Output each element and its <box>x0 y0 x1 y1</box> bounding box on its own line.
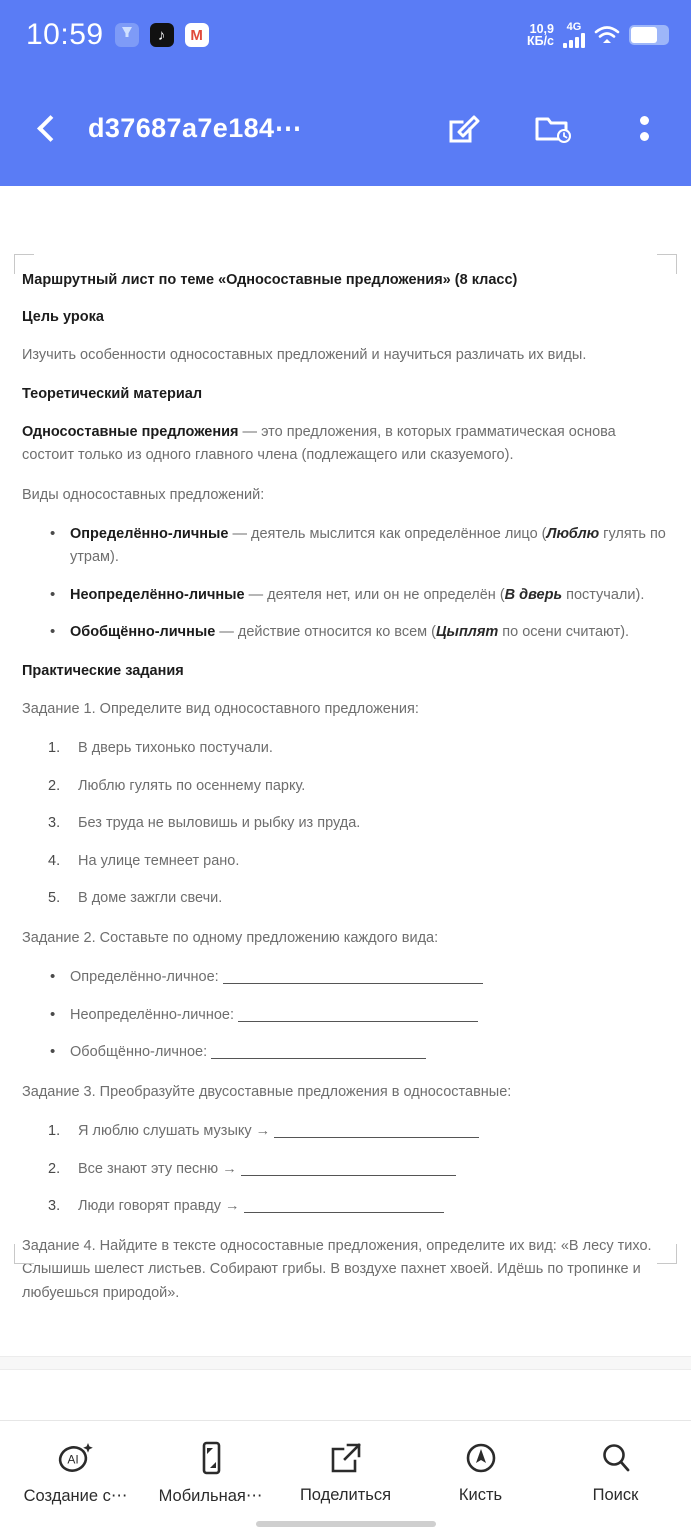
battery-icon <box>629 25 669 45</box>
list-item <box>22 887 669 910</box>
network-speed-unit: КБ/с <box>526 34 554 48</box>
list-item <box>22 812 669 835</box>
answer-blank[interactable] <box>241 1175 456 1176</box>
answer-blank[interactable] <box>211 1058 426 1059</box>
item-text: Определённо-личное: <box>70 969 219 986</box>
list-item <box>22 584 669 607</box>
toolbar-item-label: Мобильная⋯ <box>158 1487 263 1505</box>
bottom-toolbar <box>0 1420 691 1536</box>
item-number: 5. <box>48 890 61 907</box>
task2-list <box>22 966 669 1064</box>
list-item <box>22 1120 669 1143</box>
item-number: 2. <box>48 1160 61 1177</box>
toolbar-item-label: Кисть <box>458 1486 503 1504</box>
type-example: Люблю <box>546 525 600 542</box>
toolbar-item-label: Поиск <box>592 1486 639 1504</box>
recent-folder-icon[interactable] <box>533 107 575 149</box>
task1-prompt: Задание 1. Определите вид односоставного предложения: <box>22 700 419 717</box>
toolbar-item-search[interactable] <box>551 1439 679 1505</box>
type-desc-b: по осени считают). <box>498 624 630 641</box>
item-number: 3. <box>48 815 61 832</box>
toolbar-item-mobile-view[interactable] <box>146 1439 274 1506</box>
download-icon <box>115 23 139 47</box>
list-item <box>22 621 669 644</box>
margin-corner-mark <box>657 254 677 274</box>
doc-heading-theory: Теоретический материал <box>22 385 203 402</box>
toolbar-item-label: Создание с⋯ <box>23 1487 128 1505</box>
definition-rest: — это предложения, в которых грамматическая основа состоит только из одного главного члена (подлежащего или сказуемого). <box>22 423 616 464</box>
list-item <box>22 1004 669 1027</box>
document-scroll-area[interactable] <box>0 186 691 1420</box>
type-desc-a: — действие относится ко всем ( <box>215 624 436 641</box>
margin-corner-mark <box>14 1244 34 1264</box>
toolbar-item-ai-create[interactable] <box>11 1439 139 1506</box>
item-text: Обобщённо-личное: <box>70 1044 208 1061</box>
task3-list <box>22 1120 669 1218</box>
document-body <box>22 186 669 1305</box>
type-term: Определённо-личные <box>70 525 229 542</box>
doc-heading-practice: Практические задания <box>22 662 184 679</box>
share-icon <box>330 1439 362 1477</box>
answer-blank[interactable] <box>223 983 483 984</box>
network-type-label: 4G <box>566 21 582 33</box>
type-desc-b: постучали). <box>562 586 645 603</box>
home-indicator <box>256 1521 436 1527</box>
type-example: Цыплят <box>435 624 499 641</box>
item-number: 1. <box>48 1123 61 1140</box>
item-text: Все знают эту песню → <box>78 1160 237 1177</box>
list-item <box>22 737 669 760</box>
signal-bars-icon <box>563 22 585 48</box>
task3-prompt: Задание 3. Преобразуйте двусоставные предложения в односоставные: <box>22 1083 512 1100</box>
app-bar-actions <box>443 107 665 149</box>
network-speed <box>527 23 554 47</box>
doc-definition <box>22 421 669 468</box>
toolbar-item-brush[interactable] <box>416 1439 544 1505</box>
more-vertical-icon[interactable] <box>623 107 665 149</box>
item-text: Без труда не выловишь и рыбку из пруда. <box>78 815 361 832</box>
item-text: В доме зажгли свечи. <box>78 890 223 907</box>
doc-types-list <box>22 523 669 645</box>
status-bar <box>0 0 691 70</box>
mobile-view-icon <box>196 1439 226 1477</box>
task1-list <box>22 737 669 910</box>
list-item <box>22 1041 669 1064</box>
chevron-left-icon[interactable] <box>34 115 60 141</box>
type-desc-b: гулять по утрам). <box>70 525 666 566</box>
wifi-icon <box>594 25 620 45</box>
item-number: 1. <box>48 740 61 757</box>
page-separator <box>0 1356 691 1370</box>
svg-text:AI: AI <box>66 1452 79 1467</box>
type-term: Неопределённо-личные <box>70 586 245 603</box>
ai-create-icon <box>57 1439 95 1477</box>
edit-icon[interactable] <box>443 107 485 149</box>
item-text: В дверь тихонько постучали. <box>78 740 273 757</box>
status-bar-right <box>527 22 669 48</box>
toolbar-item-share[interactable] <box>281 1439 409 1505</box>
status-clock: 10:59 <box>26 18 104 51</box>
type-desc-a: — деятель мыслится как определённое лицо ( <box>228 525 547 542</box>
document-page-2 <box>0 1370 691 1420</box>
list-item <box>22 966 669 989</box>
list-item <box>22 1158 669 1181</box>
search-icon <box>600 1439 632 1477</box>
item-number: 2. <box>48 777 61 794</box>
item-text: Люблю гулять по осеннему парку. <box>78 777 306 794</box>
task2-prompt: Задание 2. Составьте по одному предложению каждого вида: <box>22 929 439 946</box>
task4-block <box>22 1235 669 1305</box>
document-page-1 <box>0 186 691 1356</box>
list-item <box>22 850 669 873</box>
tiktok-icon <box>150 23 174 47</box>
item-number: 3. <box>48 1198 61 1215</box>
toolbar-item-label: Поделиться <box>299 1486 392 1504</box>
answer-blank[interactable] <box>274 1137 479 1138</box>
task4-text: «В лесу тихо. Слышишь шелест листьев. Собирают грибы. В воздухе пахнет хвоей. Идёшь по тропинке и любуешься природой». <box>22 1237 652 1301</box>
task4-prompt: Задание 4. Найдите в тексте односоставные предложения, определите их вид: <box>22 1237 557 1254</box>
item-text: Люди говорят правду → <box>78 1198 240 1215</box>
doc-heading-title: Маршрутный лист по теме «Односоставные предложения» (8 класс) <box>22 272 518 288</box>
document-title: d37687a7e184⋯ <box>88 112 302 143</box>
doc-types-intro: Виды односоставных предложений: <box>22 486 265 503</box>
gmail-icon <box>185 23 209 47</box>
answer-blank[interactable] <box>244 1212 444 1213</box>
app-bar <box>0 70 691 186</box>
type-term: Обобщённо-личные <box>70 624 216 641</box>
item-text: На улице темнеет рано. <box>78 852 240 869</box>
answer-blank[interactable] <box>238 1021 478 1022</box>
list-item <box>22 523 669 570</box>
item-text: Я люблю слушать музыку → <box>78 1123 271 1140</box>
list-item <box>22 775 669 798</box>
status-bar-left <box>26 18 209 52</box>
doc-heading-goal: Цель урока <box>22 309 104 326</box>
type-desc-a: — деятеля нет, или он не определён ( <box>244 586 505 603</box>
doc-goal-text: Изучить особенности односоставных предложений и научиться различать их виды. <box>22 347 587 364</box>
margin-corner-mark <box>14 254 34 274</box>
item-text: Неопределённо-личное: <box>70 1006 235 1023</box>
brush-icon <box>465 1439 497 1477</box>
item-number: 4. <box>48 852 61 869</box>
type-example: В дверь <box>504 586 563 603</box>
list-item <box>22 1195 669 1218</box>
margin-corner-mark <box>657 1244 677 1264</box>
signal-strength-bars <box>563 33 585 48</box>
network-speed-value: 10,9 <box>529 22 554 36</box>
definition-term: Односоставные предложения <box>22 423 239 440</box>
